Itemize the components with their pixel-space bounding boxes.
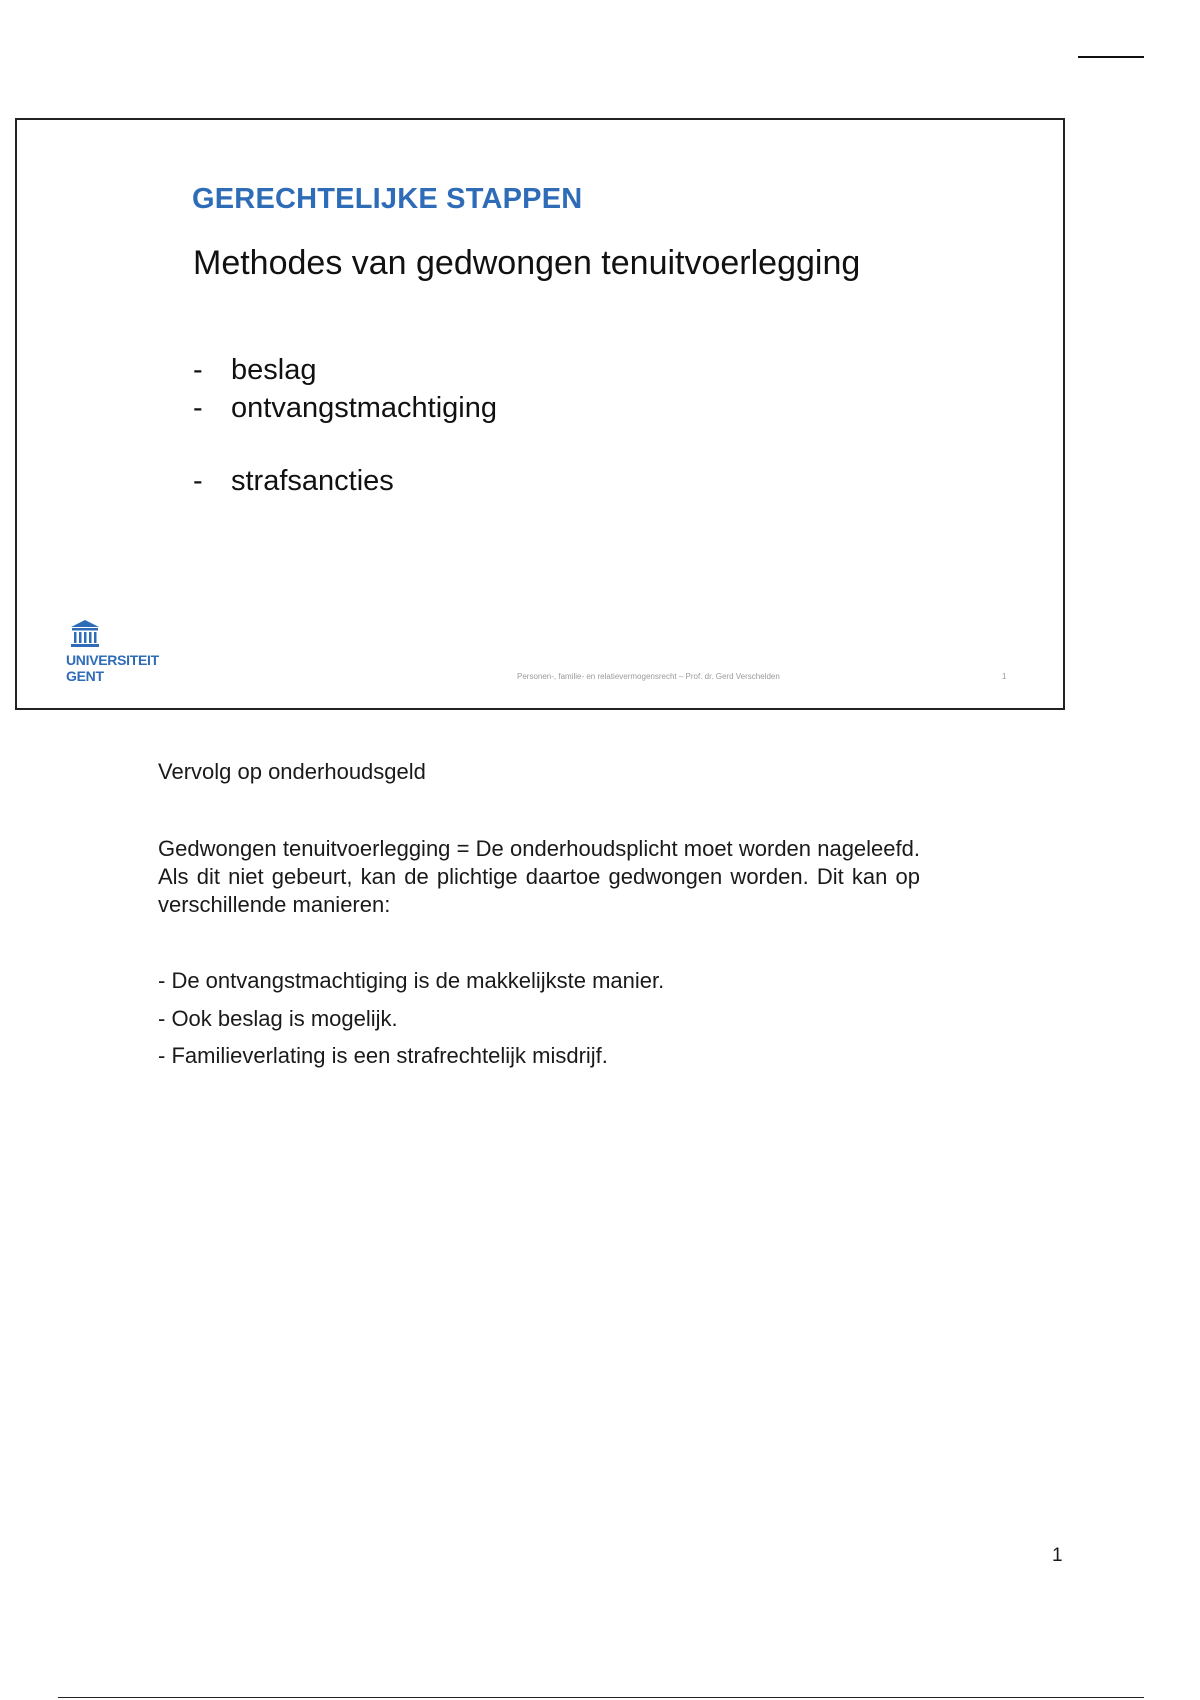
notes-title: Vervolg op onderhoudsgeld bbox=[158, 759, 426, 784]
slide-bullet-item bbox=[193, 392, 497, 425]
slide-number: 1 bbox=[1002, 672, 1007, 681]
footer-rule bbox=[58, 1697, 1144, 1698]
slide-bullet-item bbox=[193, 354, 316, 387]
notes-paragraph: Gedwongen tenuitvoerlegging = De onderhoudsplicht moet worden nageleefd. Als dit niet gebeurt, kan de plichtige daartoe gedwongen worden. Dit kan op verschillende manieren: bbox=[158, 836, 920, 917]
page-number: 1 bbox=[1052, 1545, 1063, 1566]
slide-bullet-text: strafsancties bbox=[231, 465, 394, 497]
building-icon bbox=[68, 618, 102, 650]
university-logo bbox=[66, 618, 166, 688]
slide-subtitle: Methodes van gedwongen tenuitvoerlegging bbox=[193, 244, 861, 282]
notes-list-item: - Ook beslag is mogelijk. bbox=[158, 1006, 398, 1031]
bullet-marker: - bbox=[193, 354, 203, 386]
notes-list-item: - Familieverlating is een strafrechtelijk misdrijf. bbox=[158, 1043, 608, 1068]
header-rule bbox=[1078, 56, 1144, 58]
slide-bullet-text: beslag bbox=[231, 354, 317, 386]
slide-bullet-text: ontvangstmachtiging bbox=[231, 392, 497, 424]
notes-list-item: - De ontvangstmachtiging is de makkelijkste manier. bbox=[158, 968, 665, 993]
slide-footer-text: Personen-, familie- en relatievermogensrecht – Prof. dr. Gerd Verschelden bbox=[517, 672, 780, 681]
bullet-marker: - bbox=[193, 392, 203, 424]
slide-bullet-item bbox=[193, 465, 394, 498]
slide-thumbnail bbox=[15, 118, 1065, 710]
university-logo-text: UNIVERSITEIT GENT bbox=[66, 652, 159, 684]
slide-heading: GERECHTELIJKE STAPPEN bbox=[192, 183, 583, 215]
bullet-marker: - bbox=[193, 465, 203, 497]
